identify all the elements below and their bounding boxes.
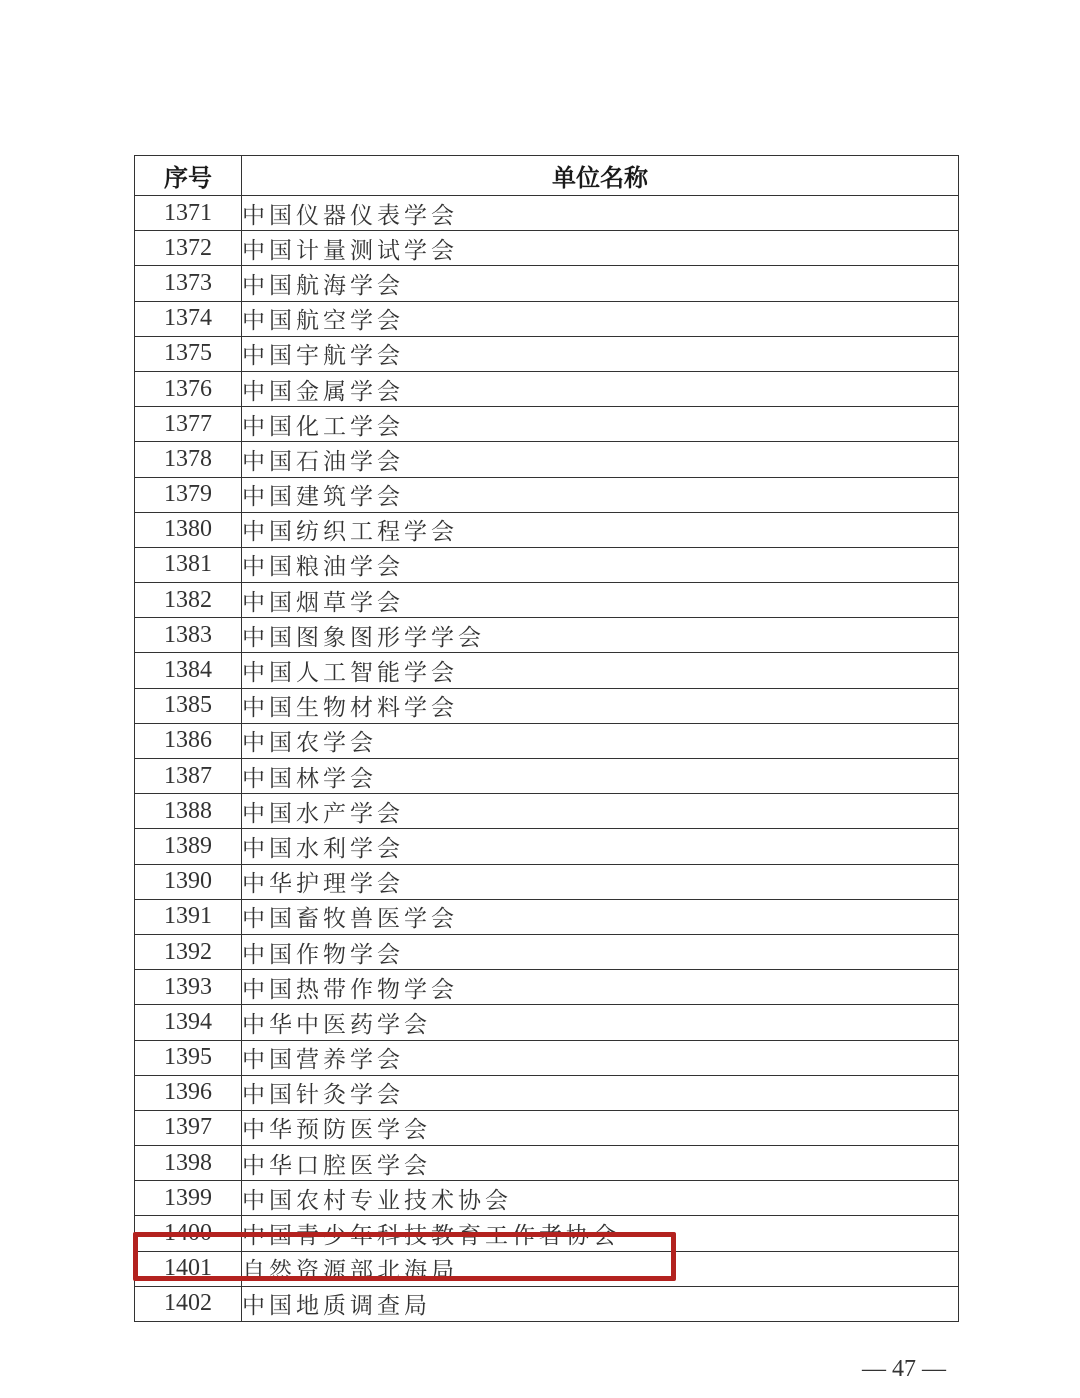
row-organization-name: 中国青少年科技教育工作者协会 <box>242 1216 959 1251</box>
row-organization-name: 中国畜牧兽医学会 <box>242 899 959 934</box>
row-organization-name: 中国针灸学会 <box>242 1075 959 1110</box>
table-row <box>135 688 959 723</box>
row-number: 1382 <box>135 583 242 618</box>
row-number: 1371 <box>135 196 242 231</box>
table-row <box>135 934 959 969</box>
row-number: 1378 <box>135 442 242 477</box>
row-organization-name: 中国航空学会 <box>242 301 959 336</box>
table-row <box>135 1005 959 1040</box>
row-organization-name: 中国农学会 <box>242 723 959 758</box>
table-row <box>135 442 959 477</box>
row-number: 1384 <box>135 653 242 688</box>
table-row <box>135 1110 959 1145</box>
row-number: 1373 <box>135 266 242 301</box>
table-row <box>135 477 959 512</box>
row-organization-name: 中国金属学会 <box>242 371 959 406</box>
table-row <box>135 1075 959 1110</box>
row-number: 1397 <box>135 1110 242 1145</box>
row-organization-name: 中国航海学会 <box>242 266 959 301</box>
row-organization-name: 中国仪器仪表学会 <box>242 196 959 231</box>
table-row <box>135 336 959 371</box>
row-number: 1376 <box>135 371 242 406</box>
row-number: 1375 <box>135 336 242 371</box>
table-row <box>135 512 959 547</box>
row-number: 1395 <box>135 1040 242 1075</box>
row-number: 1394 <box>135 1005 242 1040</box>
table-row <box>135 547 959 582</box>
row-number: 1387 <box>135 759 242 794</box>
table-header <box>135 156 959 196</box>
header-row <box>135 156 959 196</box>
row-organization-name: 中华护理学会 <box>242 864 959 899</box>
header-name: 单位名称 <box>242 156 959 196</box>
row-organization-name: 中国水产学会 <box>242 794 959 829</box>
table-row <box>135 1040 959 1075</box>
row-number: 1391 <box>135 899 242 934</box>
row-organization-name: 中国营养学会 <box>242 1040 959 1075</box>
row-number: 1383 <box>135 618 242 653</box>
row-number: 1396 <box>135 1075 242 1110</box>
table-row <box>135 723 959 758</box>
row-organization-name: 中国烟草学会 <box>242 583 959 618</box>
row-number: 1400 <box>135 1216 242 1251</box>
row-number: 1379 <box>135 477 242 512</box>
row-organization-name: 中国建筑学会 <box>242 477 959 512</box>
table-row <box>135 1286 959 1321</box>
row-organization-name: 中国石油学会 <box>242 442 959 477</box>
row-number: 1377 <box>135 407 242 442</box>
table-row <box>135 266 959 301</box>
row-organization-name: 中华口腔医学会 <box>242 1146 959 1181</box>
table-row <box>135 1251 959 1286</box>
row-organization-name: 中国粮油学会 <box>242 547 959 582</box>
row-organization-name: 中国计量测试学会 <box>242 231 959 266</box>
row-organization-name: 中国作物学会 <box>242 934 959 969</box>
row-organization-name: 中国林学会 <box>242 759 959 794</box>
row-number: 1386 <box>135 723 242 758</box>
table-row-highlighted <box>135 1216 959 1251</box>
row-organization-name: 中华中医药学会 <box>242 1005 959 1040</box>
row-number: 1372 <box>135 231 242 266</box>
table-row <box>135 583 959 618</box>
table-row <box>135 1146 959 1181</box>
row-organization-name: 中国人工智能学会 <box>242 653 959 688</box>
row-number: 1385 <box>135 688 242 723</box>
table-row <box>135 1181 959 1216</box>
table-row <box>135 301 959 336</box>
table-row <box>135 970 959 1005</box>
table-row <box>135 231 959 266</box>
table-row <box>135 371 959 406</box>
header-number: 序号 <box>135 156 242 196</box>
table-row <box>135 759 959 794</box>
row-number: 1374 <box>135 301 242 336</box>
table-row <box>135 196 959 231</box>
row-number: 1402 <box>135 1286 242 1321</box>
row-number: 1393 <box>135 970 242 1005</box>
row-number: 1398 <box>135 1146 242 1181</box>
page-number: — 47 — <box>862 1356 946 1382</box>
row-number: 1399 <box>135 1181 242 1216</box>
row-organization-name: 中国图象图形学学会 <box>242 618 959 653</box>
table-body <box>135 196 959 1322</box>
row-organization-name: 中国地质调查局 <box>242 1286 959 1321</box>
row-number: 1390 <box>135 864 242 899</box>
table-row <box>135 864 959 899</box>
table-row <box>135 899 959 934</box>
row-number: 1389 <box>135 829 242 864</box>
table-row <box>135 653 959 688</box>
row-number: 1380 <box>135 512 242 547</box>
row-organization-name: 中华预防医学会 <box>242 1110 959 1145</box>
organization-table <box>134 155 959 1322</box>
row-organization-name: 中国水利学会 <box>242 829 959 864</box>
table-row <box>135 829 959 864</box>
row-organization-name: 中国宇航学会 <box>242 336 959 371</box>
row-organization-name: 自然资源部北海局 <box>242 1251 959 1286</box>
table-row <box>135 618 959 653</box>
row-organization-name: 中国热带作物学会 <box>242 970 959 1005</box>
row-organization-name: 中国化工学会 <box>242 407 959 442</box>
row-number: 1381 <box>135 547 242 582</box>
row-number: 1401 <box>135 1251 242 1286</box>
table-row <box>135 794 959 829</box>
row-organization-name: 中国生物材料学会 <box>242 688 959 723</box>
table-row <box>135 407 959 442</box>
row-number: 1388 <box>135 794 242 829</box>
row-organization-name: 中国纺织工程学会 <box>242 512 959 547</box>
row-number: 1392 <box>135 934 242 969</box>
row-organization-name: 中国农村专业技术协会 <box>242 1181 959 1216</box>
